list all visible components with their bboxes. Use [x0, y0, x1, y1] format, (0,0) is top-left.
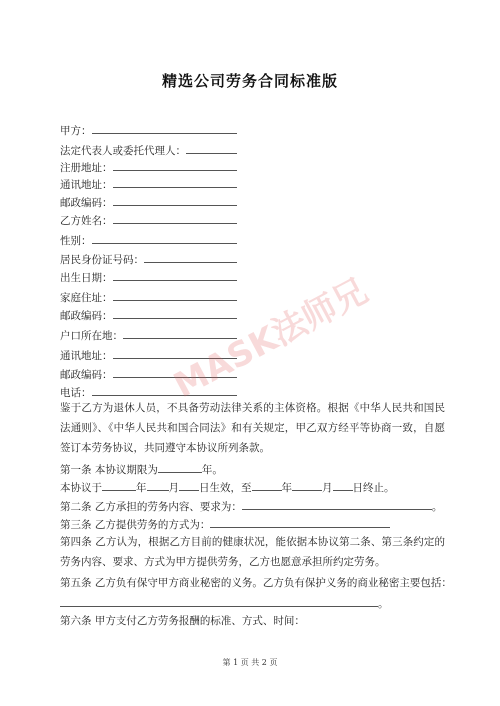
field-input-line[interactable] [113, 366, 238, 378]
article-1 [60, 461, 223, 477]
field-label: 户口所在地： [60, 330, 123, 342]
field-input-line[interactable] [144, 251, 237, 263]
field-row [60, 212, 237, 228]
agreement-term [60, 479, 395, 495]
field-label: 邮政编码： [60, 369, 113, 381]
trade-secret-blank[interactable] [60, 595, 378, 607]
start-year-blank[interactable] [102, 479, 136, 491]
field-label: 甲方： [60, 125, 92, 137]
field-row [60, 289, 237, 305]
article-3-text: 第三条 乙方提供劳务的方式为： [60, 519, 211, 531]
field-row [60, 307, 237, 323]
term-text-e: 年 [281, 482, 292, 494]
field-row [60, 176, 237, 192]
field-row [60, 327, 237, 343]
field-row [60, 269, 237, 285]
field-label: 乙方姓名： [60, 215, 113, 227]
years-blank[interactable] [158, 461, 202, 473]
field-label: 注册地址： [60, 162, 113, 174]
article-1-text: 第一条 本协议期限为 [60, 464, 158, 476]
field-row [60, 347, 237, 363]
service-content-blank[interactable] [242, 498, 432, 510]
article-2 [60, 498, 442, 514]
term-text-g: 日终止。 [352, 482, 395, 494]
field-input-line[interactable] [113, 159, 238, 171]
field-row [60, 366, 237, 382]
end-month-blank[interactable] [292, 479, 322, 491]
field-label: 邮政编码： [60, 310, 113, 322]
watermark-text: MASK法师兄 [167, 270, 375, 407]
field-row [60, 251, 237, 267]
term-text-f: 月 [322, 482, 333, 494]
field-input-line[interactable] [113, 289, 238, 301]
field-input-line[interactable] [92, 122, 238, 134]
field-row [60, 159, 237, 175]
field-input-line[interactable] [92, 232, 238, 244]
field-input-line[interactable] [113, 194, 238, 206]
field-input-line[interactable] [123, 327, 237, 339]
document-title: 精选公司劳务合同标准版 [161, 72, 338, 90]
field-row [60, 232, 237, 248]
article-1-suffix: 年。 [201, 464, 223, 476]
term-text-b: 年 [136, 482, 147, 494]
field-label: 性别： [60, 235, 92, 247]
field-label: 邮政编码： [60, 197, 113, 209]
service-method-blank[interactable] [210, 516, 390, 528]
field-input-line[interactable] [92, 384, 238, 396]
term-text-c: 月 [168, 482, 179, 494]
article-2-suffix: 。 [431, 501, 443, 513]
field-label: 家庭住址： [60, 292, 113, 304]
article-5-suffix: 。 [378, 598, 389, 610]
field-input-line[interactable] [113, 212, 238, 224]
article-5: 第五条 乙方负有保守甲方商业秘密的义务。乙方负有保护义务的商业秘密主要包括： [60, 577, 452, 589]
field-input-line[interactable] [113, 307, 238, 319]
field-input-line[interactable] [113, 347, 238, 359]
field-row [60, 142, 237, 158]
term-text-d: 日生效，至 [199, 482, 252, 494]
term-text-a: 本协议于 [60, 482, 102, 494]
article-3 [60, 516, 390, 532]
article-4: 第四条 乙方认为，根据乙方目前的健康状况，能依据本协议第二条、第三条约定的劳务内容、要求、方式为甲方提供劳务，乙方也愿意承担所约定劳务。 [60, 536, 445, 568]
article-6: 第六条 甲方支付乙方劳务报酬的标准、方式、时间： [60, 615, 305, 627]
field-label: 出生日期： [60, 272, 113, 284]
end-day-blank[interactable] [333, 479, 353, 491]
field-label: 电话： [60, 387, 92, 399]
article-2-text: 第二条 乙方承担的劳务内容、要求为： [60, 501, 242, 513]
end-year-blank[interactable] [252, 479, 282, 491]
field-input-line[interactable] [113, 176, 238, 188]
page-footer: 第 1 页 共 2 页 [222, 658, 278, 667]
field-label: 居民身份证号码： [60, 254, 144, 266]
field-label: 通讯地址： [60, 350, 113, 362]
intro-paragraph: 鉴于乙方为退休人员，不具备劳动法律关系的主体资格。根据《中华人民共和国民法通则》、《中华人民共和国合同法》和有关规定，甲乙双方经平等协商一致，自愿签订本劳务协议，共同遵守本协议所列条款。 [60, 402, 445, 454]
field-row [60, 122, 237, 138]
field-row [60, 194, 237, 210]
field-input-line[interactable] [113, 269, 238, 281]
field-input-line[interactable] [186, 142, 237, 154]
start-day-blank[interactable] [179, 479, 199, 491]
field-label: 通讯地址： [60, 179, 113, 191]
article-5-blank-line [60, 595, 389, 611]
start-month-blank[interactable] [147, 479, 169, 491]
field-label: 法定代表人或委托代理人： [60, 145, 186, 157]
